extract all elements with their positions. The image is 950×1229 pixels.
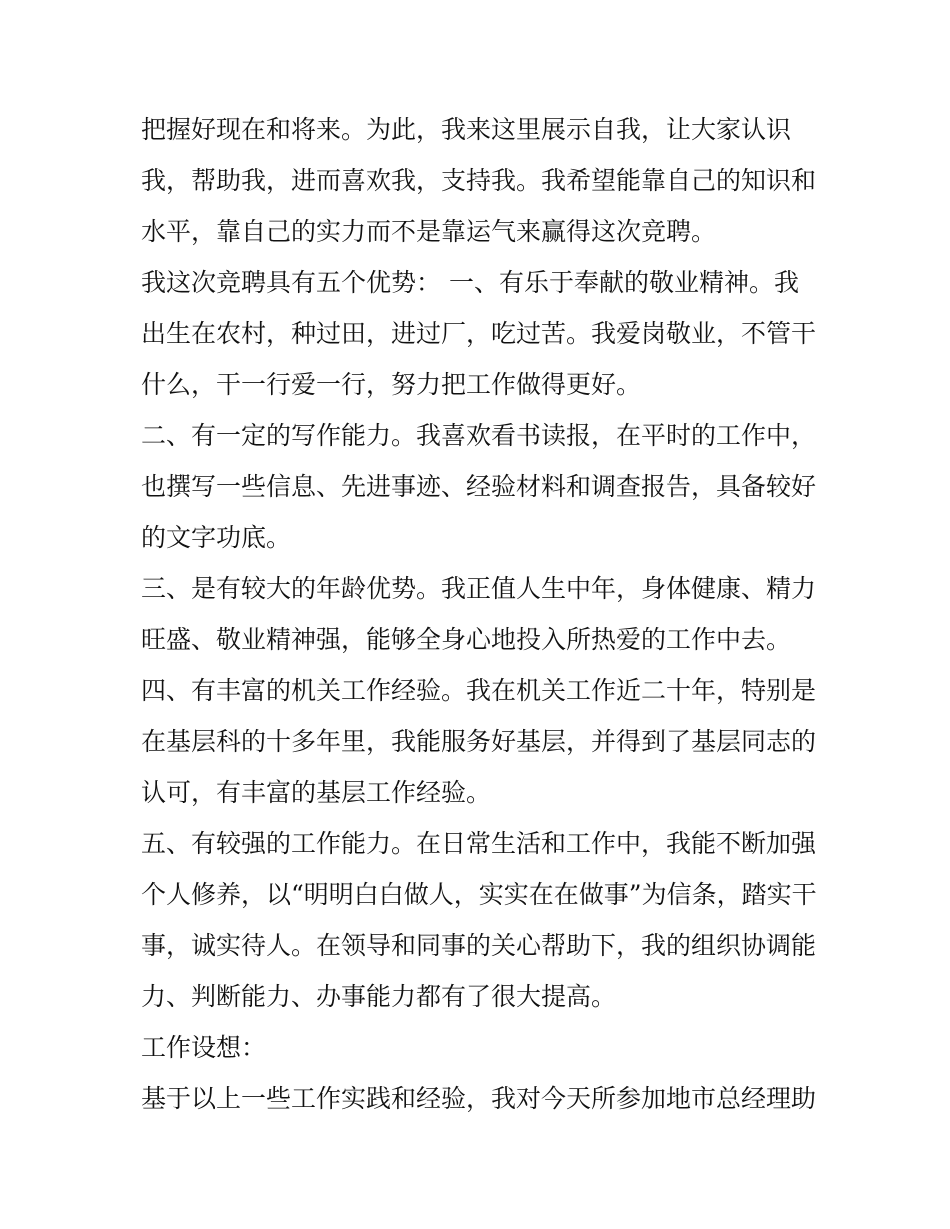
text-line: 四、有丰富的机关工作经验。我在机关工作近二十年，特别是 (141, 676, 817, 705)
text-line: 二、有一定的写作能力。我喜欢看书读报，在平时的工作中， (141, 421, 817, 450)
text-line: 力、判断能力、办事能力都有了很大提高。 (141, 982, 617, 1011)
text-line: 什么，干一行爱一行，努力把工作做得更好。 (141, 370, 642, 399)
text-line: 水平，靠自己的实力而不是靠运气来赢得这次竞聘。 (141, 217, 717, 246)
text-line: 的文字功底。 (141, 523, 292, 552)
text-line: 我，帮助我，进而喜欢我，支持我。我希望能靠自己的知识和 (141, 166, 817, 195)
text-line: 在基层科的十多年里，我能服务好基层，并得到了基层同志的 (141, 727, 817, 756)
text-line: 旺盛、敬业精神强，能够全身心地投入所热爱的工作中去。 (141, 625, 792, 654)
text-line: 事，诚实待人。在领导和同事的关心帮助下，我的组织协调能 (141, 931, 817, 960)
text-line: 认可，有丰富的基层工作经验。 (141, 778, 492, 807)
body-text (141, 104, 821, 1124)
text-line: 也撰写一些信息、先进事迹、经验材料和调查报告，具备较好 (141, 472, 817, 501)
text-line: 我这次竞聘具有五个优势： 一、有乐于奉献的敬业精神。我 (141, 268, 799, 297)
section-heading: 工作设想： (141, 1033, 267, 1062)
text-line: 把握好现在和将来。为此，我来这里展示自我，让大家认识 (141, 115, 792, 144)
text-line: 出生在农村，种过田，进过厂，吃过苦。我爱岗敬业，不管干 (141, 319, 817, 348)
text-line: 五、有较强的工作能力。在日常生活和工作中，我能不断加强 (141, 829, 817, 858)
text-line: 基于以上一些工作实践和经验，我对今天所参加地市总经理助 (141, 1084, 817, 1113)
text-line: 个人修养，以“明明白白做人，实实在在做事”为信条，踏实干 (141, 880, 817, 909)
text-line: 三、是有较大的年龄优势。我正值人生中年，身体健康、精力 (141, 574, 817, 603)
